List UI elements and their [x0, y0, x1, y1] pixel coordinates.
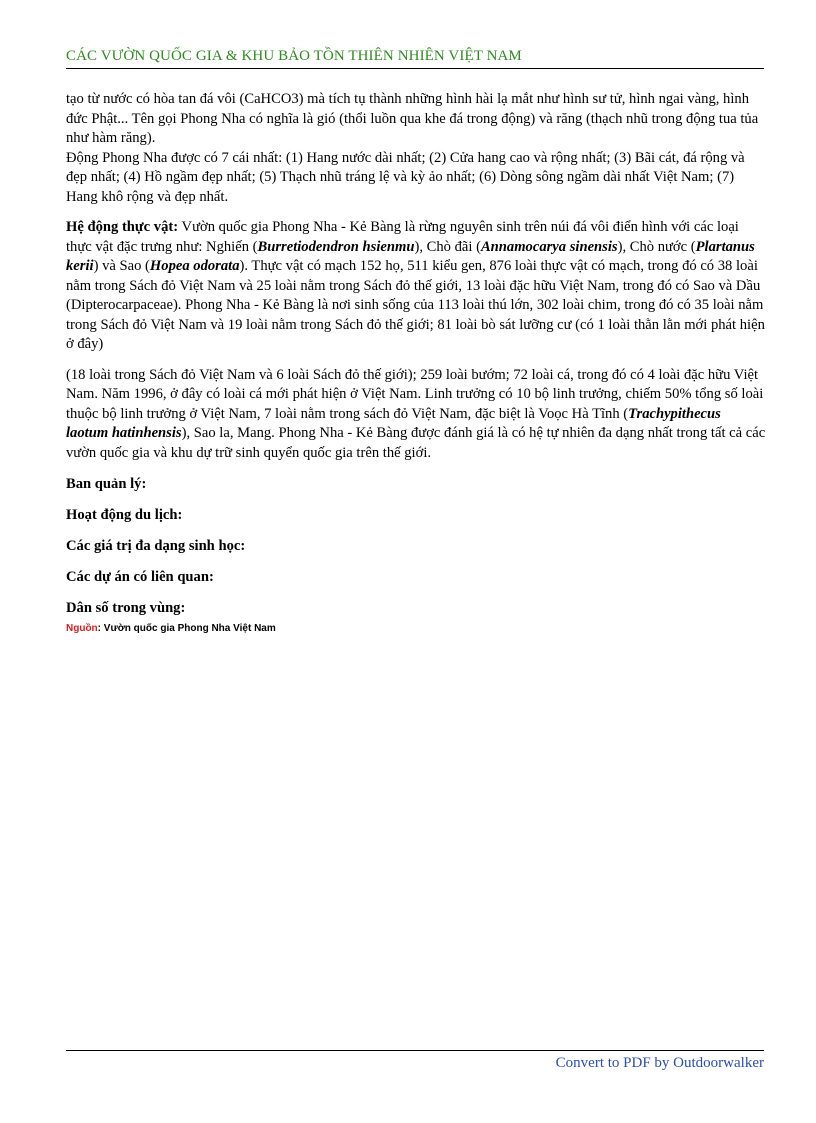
- header-title: CÁC VƯỜN QUỐC GIA & KHU BẢO TỒN THIÊN NHIÊN VIỆT NAM: [66, 48, 522, 64]
- paragraph-cave-formation: tạo từ nước có hòa tan đá vôi (CaHCO3) mà tích tụ thành những hình hài lạ mắt như hình sư tử, hình ngai vàng, hình đức Phật... Tên gọi Phong Nha có nghĩa là gió (thổi luồn qua khe đá trong động) và răng (thạch nhũ trong động tua tủa như hàm răng).: [66, 91, 759, 146]
- section-heading-management: Ban quản lý:: [66, 476, 147, 492]
- section-heading-projects: Các dự án có liên quan:: [66, 569, 214, 585]
- paragraph-wildlife: (18 loài trong Sách đỏ Việt Nam và 6 loài Sách đỏ thế giới); 259 loài bướm; 72 loài cá, trong đó có 4 loài đặc hữu Việt Nam. Năm 1996, ở đây có loài cá mới phát hiện ở Việt Nam. Linh trưởng có 10 bộ linh trưởng, chiếm 50% tổng số loài thuộc bộ linh trưởng ở Việt Nam, 7 loài nằm trong sách đỏ Việt Nam, đặc biệt là Voọc Hà Tĩnh (Trachypithecus laotum hatinhensis), Sao la, Mang. Phong Nha - Kẻ Bàng được đánh giá là có hệ tự nhiên đa dạng nhất trong tất cả các vườn quốc gia và khu dự trữ sinh quyển quốc gia trên thế giới.: [66, 366, 766, 461]
- footer-credit: Convert to PDF by Outdoorwalker: [555, 1055, 764, 1071]
- section-heading-tourism: Hoạt động du lịch:: [66, 507, 183, 523]
- flora-fauna-heading: Hệ động thực vật:: [66, 219, 179, 235]
- source-label: Nguồn: [66, 623, 98, 634]
- species-name: Trachypithecus laotum hatinhensis: [66, 405, 721, 441]
- page-header: [66, 46, 764, 69]
- source-line: Nguồn: Vườn quốc gia Phong Nha Việt Nam: [66, 623, 276, 634]
- document-body: [66, 90, 766, 636]
- section-heading-population: Dân số trong vùng:: [66, 600, 186, 616]
- footer-divider: [66, 1050, 764, 1051]
- paragraph-flora-fauna: Hệ động thực vật: Vườn quốc gia Phong Nha - Kẻ Bàng là rừng nguyên sinh trên núi đá vôi điển hình với các loại thực vật đặc trưng như: Nghiến (Burretiodendron hsienmu), Chò đãi (Annamocarya sinensis), Chò nước (Plartanus kerii) và Sao (Hopea odorata). Thực vật có mạch 152 họ, 511 kiểu gen, 876 loài thực vật có mạch, trong đó có 38 loài nằm trong Sách đỏ Việt Nam và 25 loài nằm trong Sách đỏ thế giới, 13 loài đặc hữu Việt Nam, trong đó có Sao và Dầu (Dipterocarpaceae). Phong Nha - Kẻ Bàng là nơi sinh sống của 113 loài thú lớn, 302 loài chim, trong đó có 35 loài nằm trong Sách đỏ Việt Nam và 19 loài nằm trong Sách đỏ thế giới; 81 loài bò sát lưỡng cư (có 1 loài thằn lằn mới phát hiện ở đây): [66, 219, 765, 352]
- species-name: Hopea odorata: [149, 258, 240, 274]
- species-name: Burretiodendron hsienmu: [257, 238, 415, 255]
- paragraph-seven-superlatives: Động Phong Nha được có 7 cái nhất: (1) Hang nước dài nhất; (2) Cửa hang cao và rộng nhất; (3) Bãi cát, đá rộng và đẹp nhất; (4) Hồ ngầm đẹp nhất; (5) Thạch nhũ tráng lệ và kỳ ảo nhất; (6) Dòng sông ngầm dài nhất Việt Nam; (7) Hang khô rộng và đẹp nhất.: [66, 149, 745, 205]
- source-text: Vườn quốc gia Phong Nha Việt Nam: [101, 623, 276, 634]
- section-heading-biodiversity: Các giá trị đa dạng sinh học:: [66, 538, 246, 554]
- species-name: Annamocarya sinensis: [480, 238, 618, 255]
- species-name: Plartanus kerii: [66, 238, 755, 274]
